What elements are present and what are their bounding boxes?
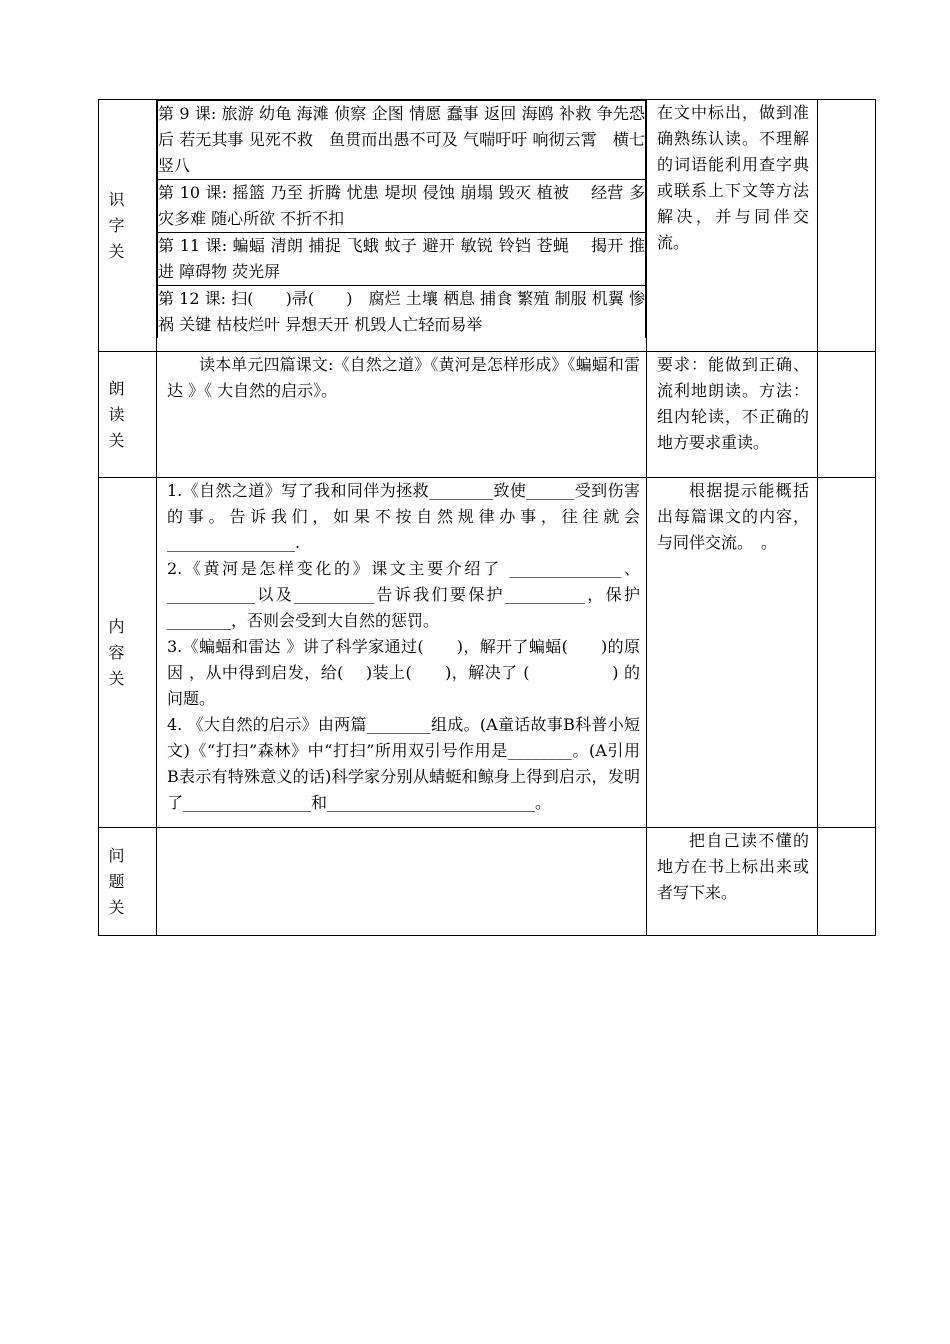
empty-cell [818, 478, 876, 828]
reading-text: 读本单元四篇课文:《自然之道》《黄河是怎样形成》《蝙蝠和雷达 》《 大自然的启示》。 [167, 355, 640, 400]
lesson-text: 第 12 课: 扫( )帚( ) 腐烂 土壤 栖息 捕食 繁殖 制服 机翼 惨祸 关键 枯枝烂叶 异想天开 机毁人亡轻而易举 [158, 289, 645, 334]
empty-cell [818, 352, 876, 478]
lesson-item [158, 101, 646, 180]
row-label: 内容关 [108, 616, 129, 688]
study-checklist-table [98, 99, 876, 936]
lesson-item [158, 233, 646, 286]
note-cell: 在文中标出，做到准确熟练认读。不理解的词语能利用查字典或联系上下文等方法解决，并与同伴交流。 [647, 100, 818, 352]
empty-cell [818, 828, 876, 936]
content-cell [157, 352, 647, 478]
row-label: 问题关 [108, 845, 129, 917]
row-literacy [99, 100, 876, 352]
lesson-item [158, 180, 646, 233]
note-cell: 根据提示能概括出每篇课文的内容，与同伴交流。 。 [647, 478, 818, 828]
lesson-text: 第 11 课: 蝙蝠 清朗 捕捉 飞蛾 蚊子 避开 敏锐 铃铛 苍蝇 揭开 推进 障碍物 荧光屏 [158, 236, 645, 281]
row-label-cell [99, 352, 157, 478]
question-item: 1.《自然之道》写了我和同伴为拯救________致使______受到伤害的事。告诉我们，如果不按自然规律办事，往往就会________________. [167, 481, 640, 552]
question-item: 4. 《大自然的启示》由两篇________组成。(A童话故事B科普小短文)《“打扫”森林》中“打扫”所用双引号作用是________。(A引用 B表示有特殊意义的话)科学家分别从蜻蜓和鲸身上得到启示，发明了________________和__________________________。 [167, 715, 640, 812]
question-item: 2.《黄河是怎样变化的》课文主要介绍了 ______________、___________以及__________告诉我们要保护__________，保护________，否则会受到大自然的惩罚。 [167, 559, 640, 630]
lesson-text: 第 10 课: 摇篮 乃至 折腾 忧患 堤坝 侵蚀 崩塌 毁灭 植被 经营 多灾多难 随心所欲 不折不扣 [158, 183, 645, 228]
row-label: 朗读关 [108, 378, 129, 450]
empty-cell [818, 100, 876, 352]
row-label-cell [99, 100, 157, 352]
lesson-item [158, 286, 646, 339]
content-cell [157, 478, 647, 828]
note-cell: 要求：能做到正确、流利地朗读。方法：组内轮读，不正确的地方要求重读。 [647, 352, 818, 478]
row-label: 识字关 [108, 189, 129, 261]
note-cell: 把自己读不懂的地方在书上标出来或者写下来。 [647, 828, 818, 936]
row-label-cell [99, 478, 157, 828]
row-label-cell [99, 828, 157, 936]
content-cell [157, 828, 647, 936]
row-content [99, 478, 876, 828]
lessons-cell [157, 100, 647, 352]
row-questions [99, 828, 876, 936]
lesson-list [157, 100, 646, 338]
question-item: 3.《蝙蝠和雷达 》讲了科学家通过( )，解开了蝙蝠( )的原因 ，从中得到启发，给( )装上( )，解决了 ( ) 的问题。 [167, 637, 640, 708]
lesson-text: 第 9 课: 旅游 幼龟 海滩 侦察 企图 情愿 蠢事 返回 海鸥 补救 争先恐后 若无其事 见死不救 鱼贯而出愚不可及 气喘吁吁 响彻云霄 横七竖八 [158, 104, 645, 175]
row-reading [99, 352, 876, 478]
